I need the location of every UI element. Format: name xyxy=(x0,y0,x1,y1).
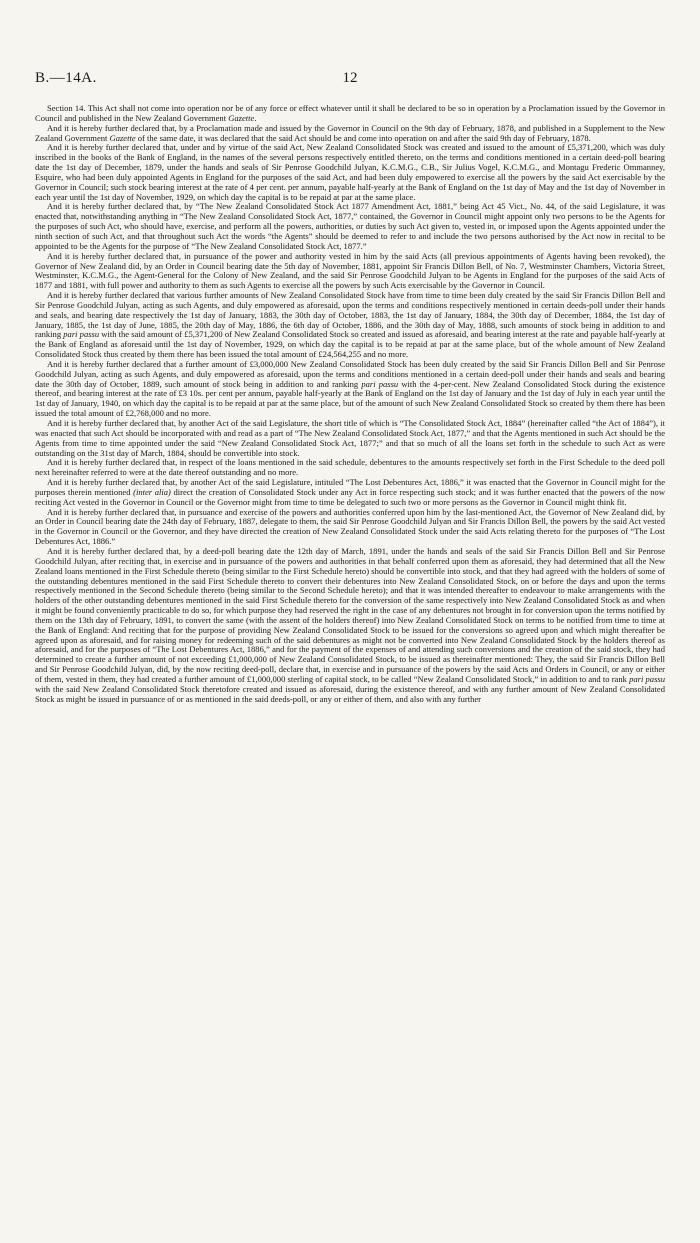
paragraph-10 xyxy=(35,478,665,508)
text-run: of the same date, it was declared that the said Act should be and come into operation on and after the said 9th day of February, 1878. xyxy=(135,132,591,143)
text-run: And it is hereby further declared that, by another Act of the said Legislature, intituled “The Lost Debentures Act, 1886,” it was enacted that the Governor in Council might for the purposes therein mentioned xyxy=(35,477,665,497)
paragraph-4 xyxy=(35,202,665,251)
text-run: And it is hereby further declared that, in pursuance and exercise of the powers and authorities conferred upon him by the last-mentioned Act, the Governor of New Zealand did, by an Order in Council bearing date the 24th day of February, 1887, delegate to them, the said Sir Penrose Goodchild Julyan and Sir Francis Dillon Bell, the powers by the said Act vested in the Governor in Council or the Governor, and they have directed the creation of New Zealand Consolidated Stock under the said Acts relating thereto for the purposes of “The Lost Debentures Act, 1886.” xyxy=(35,506,665,547)
text-run: And it is hereby further declared that a further amount of £3,000,000 New Zealand Consolidated Stock has been duly created by the said Sir Francis Dillon Bell and Sir Penrose Goodchild Julyan, acting as such Agents, and duly empowered as aforesaid, upon the terms and conditions mentioned in a certain deed-poll under their hands and seals and bearing date the 30th day of October, 1889, such amount of stock being in addition to and ranking xyxy=(35,358,665,389)
document-reference: B.—14A. xyxy=(35,70,97,86)
paragraph-11 xyxy=(35,508,665,547)
text-run: with the said New Zealand Consolidated Stock theretofore created and issued as aforesaid, during the existence thereof, and with any further amount of New Zealand Consolidated Stock as might be issued in pursuance of or as mentioned in the said deeds-poll, or any or either of them, and also with any further xyxy=(35,683,665,704)
text-run: And it is hereby further declared that, by a deed-poll bearing date the 12th day of March, 1891, under the hands and seals of the said Sir Francis Dillon Bell and Sir Penrose Goodchild Julyan, after reciting that, in exercise and in pursuance of the powers and authorities in that behalf conferred upon them as aforesaid, they had determined that all the New Zealand loans mentioned in the First Schedule thereto (being similar to the First Schedule hereto) should be convertible into stock, and that they had agreed with the holders of some of the outstanding debentures mentioned in the said First Schedule thereto to convert their debentures into New Zealand Consolidated Stock, on or before the days and upon the terms respectively mentioned in the Second Schedule thereto (being similar to the Second Schedule hereto); and that it was intended thereafter to endeavour to make arrangements with the holders of the other outstanding debentures mentioned in the said First Schedule thereto for the conversion of the same respectively into New Zealand Consolidated Stock as and when it might be found conveniently practicable to do so, for which purpose they had reserved the right in the case of any debentures not brought in for conversion upon the terms notified by them on the 13th day of February, 1891, to convert the same (with the assent of the holders thereof) into New Zealand Consolidated Stock on terms to be notified from time to time at the Bank of England: And reciting that for the purpose of providing New Zealand Consolidated Stock to be issued for the conversions so agreed upon and which might thereafter be agreed upon as aforesaid, and for raising money for redeeming such of the said debentures as might not be converted into New Zealand Consolidated Stock by the holders thereof as aforesaid, and for the purposes of “The Lost Debentures Act, 1886,” and for the payment of the expenses of and attending such conversions and the creation of the said stock, they had determined to create a further amount of not exceeding £1,000,000 of New Zealand Consolidated Stock, to be issued as thereinafter mentioned: They, the said Sir Francis Dillon Bell and Sir Penrose Goodchild Julyan, did, by the now reciting deed-poll, declare that, in exercise and in pursuance of the powers by the said Acts and Orders in Council, or any or either of them, vested in them, they had created a further amount of £1,000,000 sterling of capital stock, to be called “New Zealand Consolidated Stock,” in addition to and to rank xyxy=(35,545,665,684)
italic-text: pari passu xyxy=(361,378,399,389)
paragraph-3 xyxy=(35,143,665,202)
paragraph-2 xyxy=(35,124,665,144)
body-text xyxy=(35,104,665,704)
text-run: direct the creation of Consolidated Stock under any Act in force respecting such stock; and it was further enacted that the powers of the now reciting Act vested in the Governor in Council or the Governor might from time to time be delegated to such two or more persons as the Governor in Council might think fit. xyxy=(35,486,665,507)
italic-text: Gazette xyxy=(228,112,255,123)
text-run: And it is hereby further declared that, in pursuance of the power and authority vested in him by the said Acts (all previous appointments of Agents having been revoked), the Governor of New Zealand did, by an Order in Council bearing date the 5th day of November, 1881, appoint Sir Francis Dillon Bell, of No. 7, Westminster Chambers, Victoria Street, Westminster, K.C.M.G., the Agent-General for the Colony of New Zealand, and the said Sir Penrose Goodchild Julyan to be Agents in England for the purposes of the said Acts of 1877 and 1881, with full power and authority to them as such Agents to exercise all the powers by such Acts exercisable by the Governor in Council. xyxy=(35,250,665,291)
italic-text: pari passu xyxy=(63,329,100,340)
text-run: And it is hereby further declared that, in respect of the loans mentioned in the said schedule, debentures to the amounts respectively set forth in the First Schedule to the deed poll next hereinafter referred to were at the date thereof outstanding and no more. xyxy=(35,457,665,478)
paragraph-6 xyxy=(35,291,665,360)
paragraph-9 xyxy=(35,458,665,478)
text-run: And it is hereby further declared that, by another Act of the said Legislature, the short title of which is “The Consolidated Stock Act, 1884” (hereinafter called “the Act of 1884”), it was enacted that such Act should be incorporated with and read as a part of “The New Zealand Consolidated Stock Act, 1877,” and that the Agents mentioned in such Act should be the Agents from time to time appointed under the said “New Zealand Consolidated Stock Act, 1877;” and that so much of all the loans set forth in the schedule to such Act as were outstanding on the 31st day of March, 1884, should be convertible into stock. xyxy=(35,418,665,458)
italic-text: Gazette xyxy=(109,132,136,143)
paragraph-12 xyxy=(35,547,665,705)
paragraph-5 xyxy=(35,252,665,291)
page-number: 12 xyxy=(342,70,358,86)
italic-text: pari passu xyxy=(629,673,665,684)
text-run: And it is hereby further declared that, by “The New Zealand Consolidated Stock Act 1877 Amendment Act, 1881,” being Act 45 Vict., No. 44, of the said Legislature, it was enacted that, notwithstanding anything in “The New Zealand Consolidated Stock Act, 1877,” contained, the Governor in Council might appoint only two persons to be the Agents for the purposes of such Act, who should have, exercise, and perform all the powers, authorities, or duties by such Act given to, vested in, or imposed upon the Agents appointed under the ninth section of such Act, and that throughout such Act the words “the Agents” should be deemed to refer to and include the two persons authorised by the Act now in recital to be appointed to be the Agents for the purpose of “The New Zealand Consolidated Stock Act, 1877.” xyxy=(35,201,665,251)
paragraph-7 xyxy=(35,360,665,419)
text-run: with the said amount of £5,371,200 of New Zealand Consolidated Stock so created and issued as aforesaid, and bearing interest at the rate and payable half-yearly at the Bank of England as aforesaid until the 1st day of November, 1929, on which day the capital is to be repaid at par at the same place, but of the whole amount of New Zealand Consolidated Stock thus created by them there has been issued the total amount of £24,564,255 and no more. xyxy=(35,329,665,360)
text-run: with the 4-per-cent. New Zealand Consolidated Stock during the existence thereof, and bearing interest at the rate of £3 10s. per cent per annum, payable half-yearly at the Bank of England on the 1st day of January and the 1st day of July in each year until the 1st day of January, 1940, on which day the capital is to be repaid at par at the same place, but of the amount of such New Zealand Consolidated Stock so created by them there has been issued the total amount of £2,768,000 and no more. xyxy=(35,378,666,419)
text-run: And it is hereby further declared that various further amounts of New Zealand Consolidated Stock have from time to time been duly created by the said Sir Francis Dillon Bell and Sir Penrose Goodchild Julyan, acting as such Agents, and duly empowered as aforesaid, upon the terms and conditions respectively mentioned in certain deeds-poll under their hands and seals, and bearing date respectively the 1st day of January, 1883, the 30th day of October, 1883, the 1st day of January, 1884, the 30th day of December, 1884, the 1st day of January, 1885, the 1st day of June, 1885, the 20th day of May, 1886, the 6th day of October, 1886, and the 30th day of May, 1888, such amounts of stock being in addition to and ranking xyxy=(35,290,665,340)
paragraph-8 xyxy=(35,419,665,458)
paragraph-1 xyxy=(35,104,665,124)
text-run: . xyxy=(254,112,257,123)
italic-text: (inter alia) xyxy=(133,486,171,497)
text-run: And it is hereby further declared that, under and by virtue of the said Act, New Zealand Consolidated Stock was created and issued to the amount of £5,371,200, which was duly inscribed in the books of the Bank of England, in the names of the several persons respectively entitled thereto, on the terms and conditions mentioned in a certain deed-poll bearing date the 1st day of December, 1879, under the hands and seals of Sir Penrose Goodchild Julyan, K.C.M.G., C.B., Sir Julius Vogel, K.C.M.G., and Montagu Frederic Ommanney, Esquire, who had been duly appointed Agents in England for the purposes of the said Act, and had been duly empowered to exercise all the powers by the said Act exercisable by the Governor in Council; such stock bearing interest at the rate of 4 per cent. per annum, payable half-yearly at the Bank of England on the 1st day of May and the 1st day of November in each year until the 1st day of November, 1929, on which day the capital is to be repaid at par at the same place. xyxy=(35,142,665,202)
text-run: And it is hereby further declared that, by a Proclamation made and issued by the Governor in Council on the 9th day of February, 1878, and published in a Supplement to the New Zealand Government xyxy=(35,122,665,143)
page-header xyxy=(35,70,665,92)
text-run: Section 14. This Act shall not come into operation nor be of any force or effect whatever until it shall be declared to be so in operation by a Proclamation issued by the Governor in Council and published in the New Zealand Government xyxy=(35,103,665,123)
